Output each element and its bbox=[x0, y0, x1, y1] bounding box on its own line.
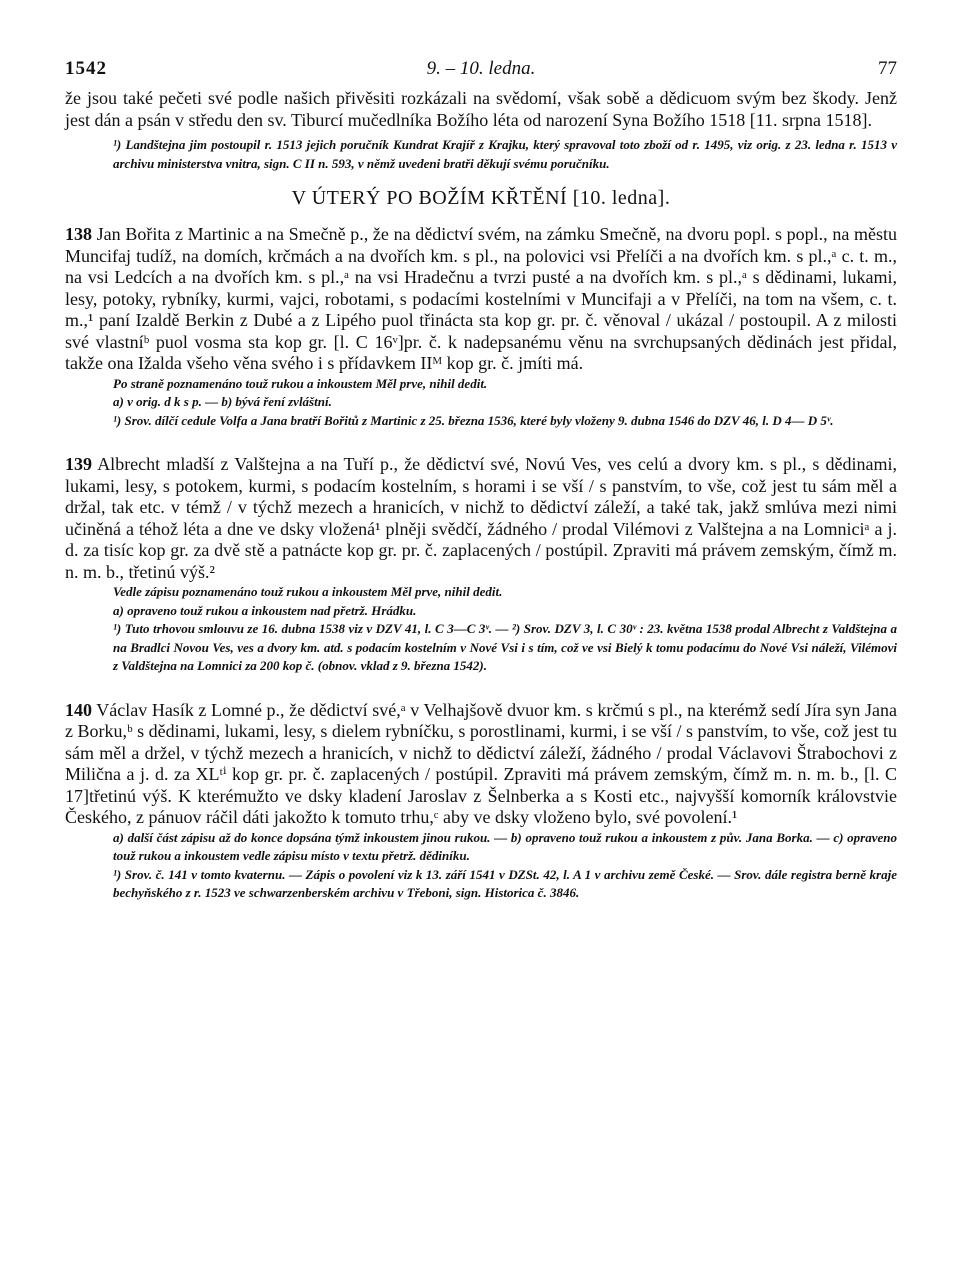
document-page bbox=[65, 58, 897, 903]
entry-140 bbox=[65, 700, 897, 903]
footnote: ¹) Tuto trhovou smlouvu ze 16. dubna 1538 viz v DZV 41, l. C 3—C 3ᵛ. — ²) Srov. DZV 3, l. C 30ᵛ : 23. května 1538 prodal Albrecht z Valdštejna a na Bradlci Novou Ves, ves a dvory km. atd. s podacím kostelním v Nové Vsi i s tím, což ve vsi Bielý k tomu podacímu do Nové Vsi náleží, Vilémovi z Valdštejna na Lomnici za 200 kop č. (obnov. vklad z 9. března 1542). bbox=[113, 621, 897, 673]
continued-text: že jsou také pečeti své podle našich přivěsiti rozkázali na svědomí, však sobě a dědicuom svým bez škody. Jenž jest dán a psán v středu den sv. Tiburcí mučedlníka Božího léta od narození Syna Božího 1518 [11. srpna 1518]. bbox=[65, 88, 897, 130]
entry-text bbox=[65, 224, 897, 375]
entry-text bbox=[65, 700, 897, 829]
header-date: 9. – 10. ledna. bbox=[426, 58, 536, 79]
entry-body: Albrecht mladší z Valštejna a na Tuří p., že dědictví své, Novú Ves, ves celú a dvory km. s pl., s dědinami, lukami, lesy, s potokem, kurmi, s podacím kostelním, s horami i se vší / s panstvím, to vše, což jest tu sám měl a držal, tak etc. v témž / v týchž mezech a hranicích, v nichž to dědictví záleží, a také tak, jakž smlúva mezi nimi učiněná a téhož léta a dne ve dsky vložená¹ plněji svědčí, žádného / prodal Vilémovi z Valštejna a na Lomniciᵃ a j. d. za tisíc kop gr. za dvě stě a patnácte kop gr. pr. č. zaplacených / postúpil. Zpraviti má právem zemským, čímž m. n. m. b., třetinú výš.² bbox=[65, 454, 897, 582]
footnote: ¹) Srov. č. 141 v tomto kvaternu. — Zápis o povolení viz k 13. září 1541 v DZSt. 42, l. A 1 v archivu země České. — Srov. dále registra berně kraje bechyňského z r. 1523 ve schwarzenberském archivu v Třeboni, sign. Historica č. 3846. bbox=[113, 866, 897, 900]
section-heading: V ÚTERÝ PO BOŽÍM KŘTĚNÍ [10. ledna]. bbox=[291, 187, 671, 209]
textual-note: a) další část zápisu až do konce dopsána týmž inkoustem jinou rukou. — b) opraveno touž rukou a inkoustem z pův. Jana Borka. — c) opraveno touž rukou a inkoustem vedle zápisu místo v textu přetrž. dědiníku. bbox=[113, 829, 897, 863]
header-year: 1542 bbox=[65, 58, 107, 79]
textual-note: a) opraveno touž rukou a inkoustem nad přetrž. Hrádku. bbox=[113, 602, 417, 618]
entry-138 bbox=[65, 224, 897, 430]
entry-number: 138 bbox=[65, 224, 92, 244]
entry-number: 140 bbox=[65, 699, 92, 720]
running-header bbox=[65, 58, 897, 88]
footnote: ¹) Srov. dílčí cedule Volfa a Jana bratří Bořitů z Martinic z 25. března 1536, které byly vloženy 9. dubna 1546 do DZV 46, l. D 4— D 5ᵛ. bbox=[113, 412, 834, 428]
textual-note: a) v orig. d k s p. — b) bývá ření zvláštní. bbox=[113, 394, 332, 409]
margin-note: Po straně poznamenáno touž rukou a inkoustem Měl prve, nihil dedit. bbox=[113, 375, 488, 391]
entry-body: Václav Hasík z Lomné p., že dědictví své,ᵃ v Velhajšově dvuor km. s krčmú s pl., na kterémž sedí Jíra syn Jana z Borku,ᵇ s dědinami, lukami, lesy, s dielem rybníčku, s porostlinami, kurmi, i se vší / s panstvím, to vše, což jest tu sám měl a držel, v týchž mezech a hranicích, v nichž to dědictví záleží, žádného / prodal Václavovi Štrabochovi z Milična a j. d. za XLᵗⁱ kop gr. pr. č. zaplacených / postúpil. Zpraviti má právem zemským, čímž m. n. m. b., [l. C 17]třetinú výš. K kterémužto ve dsky kladení Jaroslav z Šelnberka a s Kosti etc., najvyšší komorník královstvie Českého, z pánuov ráčil dáti jakožto k tomuto trhu,ᶜ aby ve dsky vloženo bylo, své povolení.¹ bbox=[65, 699, 897, 827]
page-number: 77 bbox=[878, 58, 897, 79]
margin-note: Vedle zápisu poznamenáno touž rukou a inkoustem Měl prve, nihil dedit. bbox=[113, 584, 503, 599]
entry-number: 139 bbox=[65, 454, 92, 474]
entry-139 bbox=[65, 454, 897, 676]
entry-text bbox=[65, 454, 897, 583]
entry-body: Jan Bořita z Martinic a na Smečně p., že na dědictví svém, na zámku Smečně, na dvoru popl. s popl., na městu Muncifaj tudíž, na domích, krčmách a na dvořích km. s pl., na polovici vsi Přelíči a na dvořích km. s pl.,ᵃ c. t. m., na vsi Ledcích a na dvořích km. s pl.,ᵃ na vsi Hradečnu a tvrzi pusté a na dvořích km. s pl.,ᵃ s dědinami, lukami, lesy, potoky, rybníky, kurmi, vajci, robotami, s podacími kostelními v Muncifaji a v Přelíči, na tom na všem, c. t. m.,¹ paní Izaldě Berkin z Dubé a z Lipého puol třinácta sta kop gr. pr. č. věnoval / ukázal / postoupil. A z milosti své vlastníᵇ puol vosma sta kop gr. [l. C 16ᵛ]pr. č. k nadepsanému věnu na svrchupsaných dědinách jest přidal, takže ona Ižalda všeho věna svého i s přídavkem IIᴹ kop gr. č. jmíti má. bbox=[65, 224, 898, 373]
footnote-prev: ¹) Landštejna jim postoupil r. 1513 jejich poručník Kundrat Krajíř z Krajku, který spravoval toto zboží od r. 1495, viz orig. z 23. ledna r. 1513 v archivu ministerstva vnitra, sign. C II n. 593, v němž uvedeni bratři děkují svému poručníku. bbox=[113, 137, 897, 171]
